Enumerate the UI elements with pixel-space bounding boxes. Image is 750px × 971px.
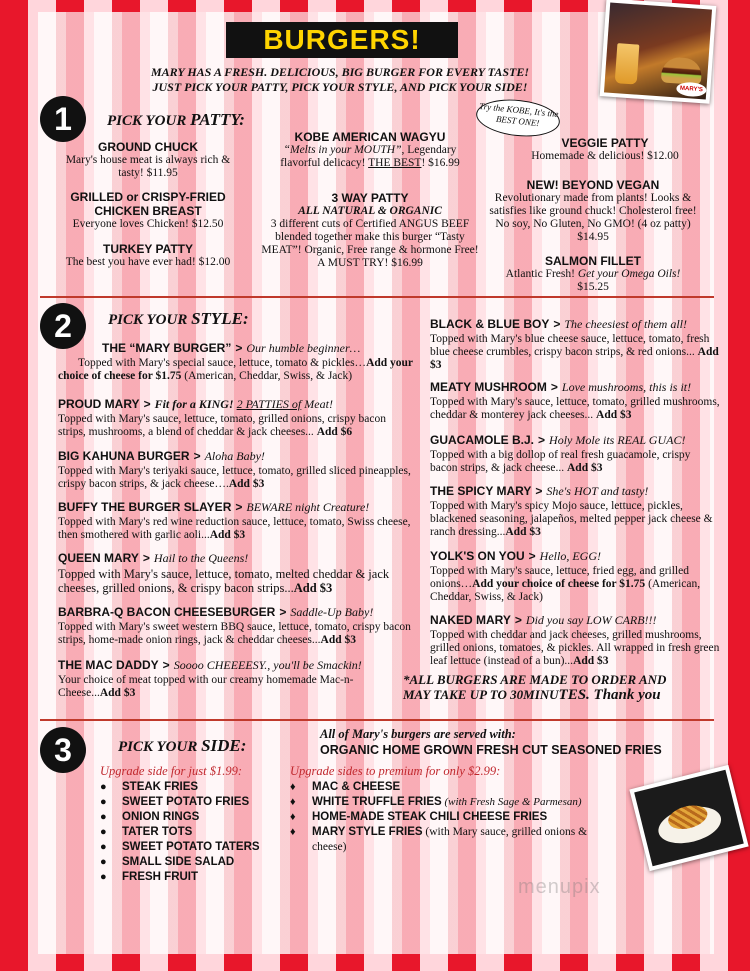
premium-sides-list [290,780,620,855]
style-tagline: Love mushrooms, this is it! [561,380,692,394]
upgrade-premium-label: Upgrade sides to premium for only $2.99: [290,764,501,778]
patty-beyond [486,178,700,244]
style-name: THE “MARY BURGER” [102,341,232,355]
burger-image [661,56,703,85]
beer-glass-image [615,43,640,84]
premium-side-item: ♦ MARY STYLE FRIES (with Mary sauce, grilled onions & cheese) [290,826,588,853]
premium-side-item: ♦ MAC & CHEESE [290,781,401,793]
patty-desc: Mary's house meat is always rich & tasty! $11.95 [65,154,231,179]
style-black-blue: BLACK & BLUE BOY > The cheesiest of them all! Topped with Mary's blue cheese sauce, lettuce, tomato, fresh blue cheese crumbles, crispy bacon strips, & red onions... Add $3 [430,317,719,371]
style-proud-mary: PROUD MARY > Fit for a KING! 2 PATTIES of Meat! Topped with Mary's sauce, lettuce, tomato, grilled onions, crispy bacon strips, mushrooms, a blend of cheddar & jack cheeses... Add $6 [58,395,414,439]
patty-desc: “Melts in your MOUTH”, Legendary flavorful delicacy! THE BEST! $16.99 [280,144,460,169]
patty-kobe [265,130,475,170]
style-name: MEATY MUSHROOM [430,380,547,394]
section-divider-2 [40,719,714,721]
style-desc: Topped with Mary's red wine reduction sauce, lettuce, tomato, Swiss cheese, then smothered with garlic aoli...Add $3 [58,516,411,541]
style-tagline: Saddle-Up Baby! [290,605,374,619]
section-title-patty: PICK YOUR PATTY: [107,110,245,129]
section-number-3: 3 [40,727,86,773]
style-desc: Topped with Mary's sweet western BBQ sauce, lettuce, tomato, crispy bacon strips, home-made onion rings, jack & cheddar cheeses...Add $3 [58,621,411,646]
style-tagline: Holy Mole its REAL GUAC! [549,433,686,447]
style-name: BLACK & BLUE BOY [430,317,550,331]
watermark: menupix [518,876,601,898]
patty-veggie [505,136,705,163]
style-name: QUEEN MARY [58,551,139,565]
patty-name: NEW! BEYOND VEGAN [526,178,660,192]
style-desc: Topped with Mary's sauce, lettuce, fried egg, and grilled onions…Add your choice of cheese for $1.75 (American, Cheddar, Swiss, & Jack) [430,565,701,603]
patty-tagline: ALL NATURAL & ORGANIC [298,205,442,217]
style-tagline: Did you say LOW CARB!!! [525,613,657,627]
patty-turkey [55,242,241,269]
style-name: GUACAMOLE B.J. [430,433,535,447]
style-name: NAKED MARY [430,613,511,627]
style-meaty-mushroom: MEATY MUSHROOM > Love mushrooms, this is it! Topped with Mary's sauce, lettuce, tomato, grilled mushrooms, cheddar & monterey jack cheeses... Add $3 [430,380,720,421]
style-name: PROUD MARY [58,397,140,411]
fries-included: ORGANIC HOME GROWN FRESH CUT SEASONED FRIES [320,743,662,757]
section-title-side: PICK YOUR SIDE: [118,736,247,755]
side-item: ● TATER TOTS [100,826,193,838]
patty-desc: The best you have ever had! $12.00 [65,256,231,268]
page-title: BURGERS! [226,22,458,58]
style-tagline: Soooo CHEEEESY., you'll be Smackin! [173,658,362,672]
intro-line-1: MARY HAS A FRESH. DELICIOUS, BIG BURGER FOR EVERY TASTE! [150,65,530,79]
side-item: ● ONION RINGS [100,811,200,823]
patty-desc: 3 different cuts of Certified ANGUS BEEF blended together make this burger “Tasty MEAT”! Organic, Free range & hormone Free! A MUST TRY! $16.99 [261,218,479,269]
style-name: BUFFY THE BURGER SLAYER [58,500,232,514]
style-name: BIG KAHUNA BURGER [58,449,190,463]
patty-desc: Atlantic Fresh! Get your Omega Oils! [505,268,681,280]
patty-name: GRILLED or CRISPY-FRIED [70,190,226,204]
premium-side-item: ♦ WHITE TRUFFLE FRIES (with Fresh Sage & Parmesan) [290,796,582,808]
made-to-order-notice: *ALL BURGERS ARE MADE TO ORDER AND MAY TAKE UP TO 30MINUTES. Thank you [403,672,667,703]
patty-name: TURKEY PATTY [102,242,193,256]
patty-name-2: CHICKEN BREAST [94,204,202,218]
style-buffy: BUFFY THE BURGER SLAYER > BEWARE night Creature! Topped with Mary's red wine reduction sauce, lettuce, tomato, Swiss cheese, then smothered with garlic aoli...Add $3 [58,498,414,542]
style-mac-daddy: THE MAC DADDY > Soooo CHEEEESY., you'll be Smackin! Your choice of meat topped with our creamy homemade Mac-n-Cheese...Add $3 [58,658,362,699]
patty-name: 3 WAY PATTY [331,191,409,205]
style-name: YOLK'S ON YOU [430,549,525,563]
premium-side-item: ♦ HOME-MADE STEAK CHILI CHEESE FRIES [290,811,548,823]
patty-three-way [260,191,480,270]
patty-salmon [490,254,696,294]
style-barbra-q: BARBRA-Q BACON CHEESEBURGER > Saddle-Up Baby! Topped with Mary's sweet western BBQ sauce, lettuce, tomato, crispy bacon strips, home-made onion rings, jack & cheddar cheeses...Add $3 [58,603,414,647]
section-divider-1 [40,296,714,298]
style-desc: Topped with Mary's teriyaki sauce, lettuce, tomato, grilled sliced pineapples, crispy bacon strips, & jack cheese….Add $3 [58,465,411,490]
side-item: ● STEAK FRIES [100,781,199,793]
side-item: ● SMALL SIDE SALAD [100,856,235,868]
style-yolks-on-you: YOLK'S ON YOU > Hello, EGG! Topped with Mary's sauce, lettuce, fried egg, and grilled onions…Add your choice of cheese for $1.75 (American, Cheddar, Swiss, & Jack) [430,547,720,604]
patty-name: GROUND CHUCK [98,140,198,154]
style-tagline: Hail to the Queens! [153,551,249,565]
style-desc: Topped with Mary's sauce, lettuce, tomato, melted cheddar & jack cheeses, grilled onions, & crispy bacon strips...Add $3 [58,567,390,595]
burger-photo [600,0,717,104]
side-item: ● FRESH FRUIT [100,871,199,883]
style-guacamole: GUACAMOLE B.J. > Holy Mole its REAL GUAC! Topped with a big dollop of real fresh guacamole, crispy bacon strips, & jack cheese... Add $3 [430,431,720,475]
side-item: ● SWEET POTATO FRIES [100,796,250,808]
style-desc: Topped with Mary's spicy Mojo sauce, lettuce, pickles, blackened seasoning, jalapeños, melted pepper jack cheese & ranch dressing...Add $3 [430,500,713,538]
section-number-1: 1 [40,96,86,142]
style-tagline: BEWARE night Creature! [246,500,370,514]
restaurant-logo: MARY'S [676,81,707,97]
style-spicy-mary: THE SPICY MARY > She's HOT and tasty! Topped with Mary's spicy Mojo sauce, lettuce, pickles, blackened seasoning, jalapeños, melted pepper jack cheese & ranch dressing...Add $3 [430,482,720,539]
patty-desc: Revolutionary made from plants! Looks & satisfies like ground chuck! Cholesterol free! No soy, No Gluten, No GMO! (4 oz patty) $14.95 [489,192,697,243]
style-desc: Topped with Mary's special sauce, lettuce, tomato & pickles…Add your choice of cheese for $1.75 (American, Cheddar, Swiss, & Jack) [58,357,413,382]
style-desc: Topped with cheddar and jack cheeses, grilled mushrooms, grilled onions, tomatoes, & pickles. All wrapped in fresh green leaf lettuce (instead of a bun)...Add $3 [430,629,720,667]
patty-name: KOBE AMERICAN WAGYU [294,130,446,144]
patty-ground-chuck [58,140,238,180]
patty-name: VEGGIE PATTY [561,136,649,150]
style-desc: Topped with Mary's sauce, lettuce, tomato, grilled onions, crispy bacon strips, mushrooms, a blend of cheddar & jack cheeses... Add $6 [58,413,386,438]
patty-price: $15.25 [577,281,609,293]
section-number-2: 2 [40,303,86,349]
style-desc: Topped with Mary's blue cheese sauce, lettuce, tomato, fresh blue cheese crumbles, crispy bacon strips, & red onions... Add $3 [430,333,719,371]
style-name: THE MAC DADDY [58,658,159,672]
style-desc: Topped with Mary's sauce, lettuce, tomato, grilled mushrooms, cheddar & monterey jack cheeses... Add $3 [430,396,720,421]
patty-name: SALMON FILLET [545,254,641,268]
upgrade-basic-label: Upgrade side for just $1.99: [100,764,243,778]
intro-line-2: JUST PICK YOUR PATTY, PICK YOUR STYLE, AND PICK YOUR SIDE! [152,80,528,94]
patty-chicken [55,190,241,231]
speech-bubble: Try the KOBE, It's the BEST ONE! [474,96,561,141]
style-tagline: The cheesiest of them all! [564,317,687,331]
style-name: THE SPICY MARY [430,484,532,498]
section-title-style: PICK YOUR STYLE: [108,309,249,328]
style-tagline: She's HOT and tasty! [546,484,649,498]
side-item: ● SWEET POTATO TATERS [100,841,260,853]
style-tagline: Fit for a KING! 2 PATTIES of Meat! [154,397,333,411]
style-desc: Your choice of meat topped with our creamy homemade Mac-n-Cheese...Add $3 [58,674,354,699]
patty-desc: Homemade & delicious! $12.00 [531,150,679,162]
style-mary-burger: THE “MARY BURGER” > Our humble beginner… Topped with Mary's special sauce, lettuce, tomato & pickles…Add your choice of cheese for $1.75 (American, Cheddar, Swiss, & Jack) [58,341,413,382]
style-naked-mary: NAKED MARY > Did you say LOW CARB!!! Topped with cheddar and jack cheeses, grilled mushrooms, grilled onions, tomatoes, & pickles. All wrapped in fresh green leaf lettuce (instead of a bun)...Add $3 [430,613,720,667]
style-name: BARBRA-Q BACON CHEESEBURGER [58,605,276,619]
style-desc: Topped with a big dollop of real fresh guacamole, crispy bacon strips, & jack cheese... Add $3 [430,449,691,474]
style-tagline: Our humble beginner… [246,341,361,355]
style-tagline: Hello, EGG! [539,549,601,563]
style-queen-mary: QUEEN MARY > Hail to the Queens! Topped with Mary's sauce, lettuce, tomato, melted cheddar & jack cheeses, grilled onions, & crispy bacon strips...Add $3 [58,549,414,595]
style-tagline: Aloha Baby! [204,449,265,463]
patty-desc: Everyone loves Chicken! $12.50 [72,218,224,230]
style-big-kahuna: BIG KAHUNA BURGER > Aloha Baby! Topped with Mary's teriyaki sauce, lettuce, tomato, grilled sliced pineapples, crispy bacon strips, & jack cheese….Add $3 [58,447,414,491]
basic-sides-list [100,780,280,885]
served-with-label: All of Mary's burgers are served with: [320,727,516,741]
